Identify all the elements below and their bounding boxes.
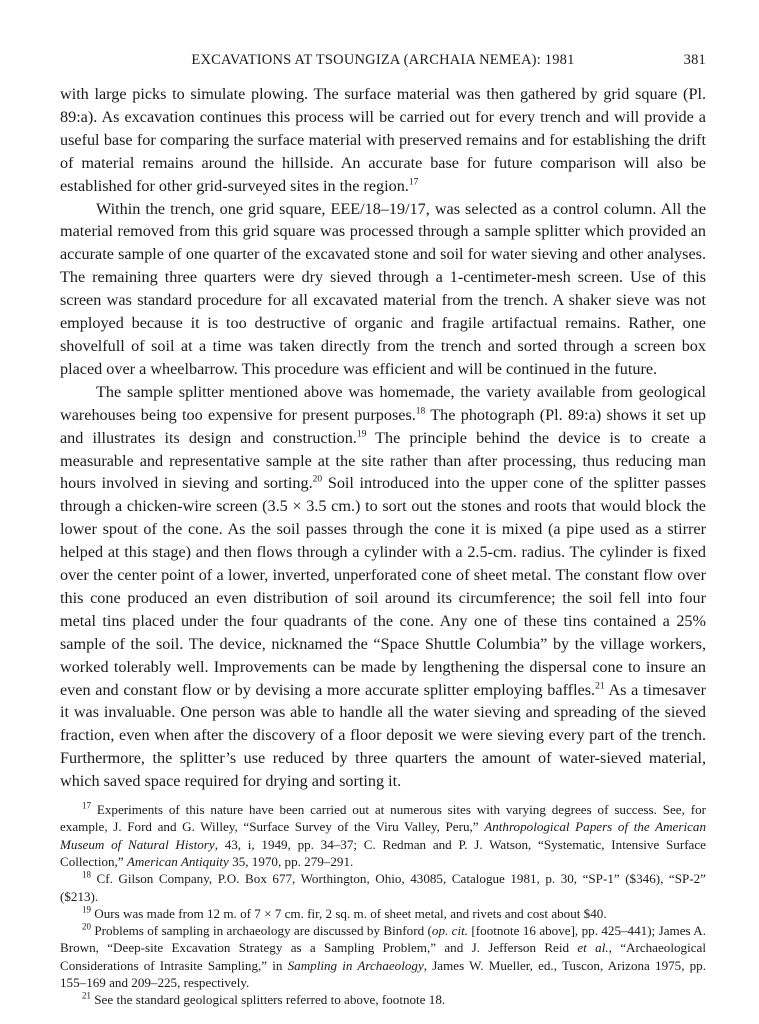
- footnote-20: [60, 922, 706, 991]
- footnote-20-italic-3: Sampling in Archaeology: [287, 957, 424, 973]
- footnotes: [60, 801, 706, 1009]
- footnote-20-text-4: , James W. Mueller, ed., Tuscon, Arizona 1975, pp. 155–169 and 209–225, respectively.: [60, 957, 707, 991]
- running-title: EXCAVATIONS AT TSOUNGIZA (ARCHAIA NEMEA): 1981: [191, 52, 575, 68]
- footnote-17-text-3: 35, 1970, pp. 279–291.: [228, 853, 354, 869]
- page: [60, 52, 706, 1009]
- footnote-ref-19: 19: [356, 429, 367, 440]
- footnote-20-number: 20: [82, 921, 91, 932]
- paragraph-3-text-b: The photograph (Pl. 89:a) shows it set up and illustrates its design and construction.: [60, 405, 706, 447]
- page-number: 381: [683, 52, 706, 68]
- footnote-ref-17: 17: [408, 177, 419, 188]
- footnote-20-text-3: , “Archaeological Considerations of Intrasite Sampling,” in: [60, 940, 706, 973]
- footnote-21: [60, 991, 706, 1008]
- paragraph-3-text-c: The principle behind the device is to create a measurable and representative sample at the site rather than after processing, thus reducing man hours involved in sieving and sorting.: [60, 428, 707, 493]
- paragraph-2-text: Within the trench, one grid square, EEE/18–19/17, was selected as a control column. All the material removed from this grid square was processed through a sample splitter which provided an accurate sample of one quarter of the excavated stone and soil for water sieving and other analyses. The remaining three quarters were dry sieved through a 1-centimeter-mesh screen. Use of this screen was standard procedure for all excavated material from the trench. A shaker sieve was not employed because it is too destructive of organic and fragile artifactual remains. Rather, one shovelfull of soil at a time was taken directly from the trench and sorted through a screen box placed over a wheelbarrow. This procedure was efficient and will be continued in the future.: [60, 199, 706, 378]
- paragraph-3: [60, 381, 706, 793]
- paragraph-2: [60, 198, 706, 381]
- footnote-17-italic-2: American Antiquity: [126, 853, 229, 869]
- footnote-20-italic-2: et al.: [577, 940, 609, 956]
- body-text: [60, 83, 706, 793]
- footnote-21-text: See the standard geological splitters referred to above, footnote 18.: [91, 992, 446, 1008]
- footnote-18-number: 18: [82, 869, 91, 880]
- paragraph-1-text: with large picks to simulate plowing. The surface material was then gathered by grid square (Pl. 89:a). As excavation continues this process will be carried out for every trench and will provide a useful base for comparing the surface material with preserved remains and for establishing the drift of material remains around the hillside. An accurate base for future comparison will also be established for other grid-surveyed sites in the region.: [60, 85, 706, 195]
- footnote-20-text-1: Problems of sampling in archaeology are discussed by Binford (: [91, 923, 432, 939]
- footnote-21-number: 21: [82, 991, 91, 1001]
- footnote-17-text-1: Experiments of this nature have been carried out at numerous sites with varying degrees of success. See, for example, J. Ford and G. Willey, “Surface Survey of the Viru Valley, Peru,”: [60, 802, 706, 835]
- paragraph-3-text-a: The sample splitter mentioned above was homemade, the variety available from geological warehouses being too expensive for present purposes.: [60, 382, 706, 424]
- footnote-ref-21: 21: [595, 681, 605, 692]
- footnote-18: [60, 870, 706, 905]
- footnote-19: [60, 905, 706, 922]
- footnote-17-italic-1: Anthropological Papers of the American Museum of Natural History: [60, 819, 706, 852]
- footnote-20-text-2: [footnote 16 above], pp. 425–441); James A. Brown, “Deep-site Excavation Strategy as a Sampling Problem,” and J. Jefferson Reid: [60, 923, 707, 956]
- footnote-19-number: 19: [82, 904, 91, 915]
- footnote-17-text-2: , 43, i, 1949, pp. 34–37; C. Redman and P. J. Watson, “Systematic, Intensive Surface Collection,”: [60, 836, 706, 869]
- footnote-ref-20: 20: [312, 475, 323, 486]
- footnote-17: [60, 801, 706, 870]
- running-header: [60, 52, 706, 69]
- footnote-17-number: 17: [82, 800, 91, 811]
- footnote-20-italic-1: op. cit.: [431, 923, 469, 939]
- paragraph-1: [60, 83, 706, 198]
- paragraph-3-text-e: As a timesaver it was invaluable. One person was able to handle all the water sieving and spreading of the sieved fraction, even when after the discovery of a floor deposit we were sieving every part of the trench. Furthermore, the splitter’s use reduced by three quarters the amount of water-sieved material, which saved space required for drying and sorting it.: [60, 680, 706, 791]
- footnote-ref-18: 18: [415, 406, 426, 417]
- footnote-19-text: Ours was made from 12 m. of 7 × 7 cm. fir, 2 sq. m. of sheet metal, and rivets and cost about $40.: [91, 905, 607, 921]
- paragraph-3-text-d: Soil introduced into the upper cone of the splitter passes through a chicken-wire screen (3.5 × 3.5 cm.) to sort out the stones and roots that would block the lower spout of the cone. As the soil passes through the cone it is mixed (a pipe used as a stirrer helped at this stage) and then flows through a cylinder with a 2.5-cm. radius. The cylinder is fixed over the center point of a lower, inverted, unperforated cone of sheet metal. The constant flow over this cone produced an even distribution of soil around its circumference; the soil fell into four metal tins placed under the four quadrants of the cone. Any one of these tins contained a 25% sample of the soil. The device, nicknamed the “Space Shuttle Columbia” by the village workers, worked tolerably well. Improvements can be made by lengthening the dispersal cone to insure an even and constant flow or by devising a more accurate splitter employing baffles.: [60, 474, 706, 699]
- footnote-18-text: Cf. Gilson Company, P.O. Box 677, Worthington, Ohio, 43085, Catalogue 1981, p. 30, “SP-1” ($346), “SP-2” ($213).: [60, 871, 706, 904]
